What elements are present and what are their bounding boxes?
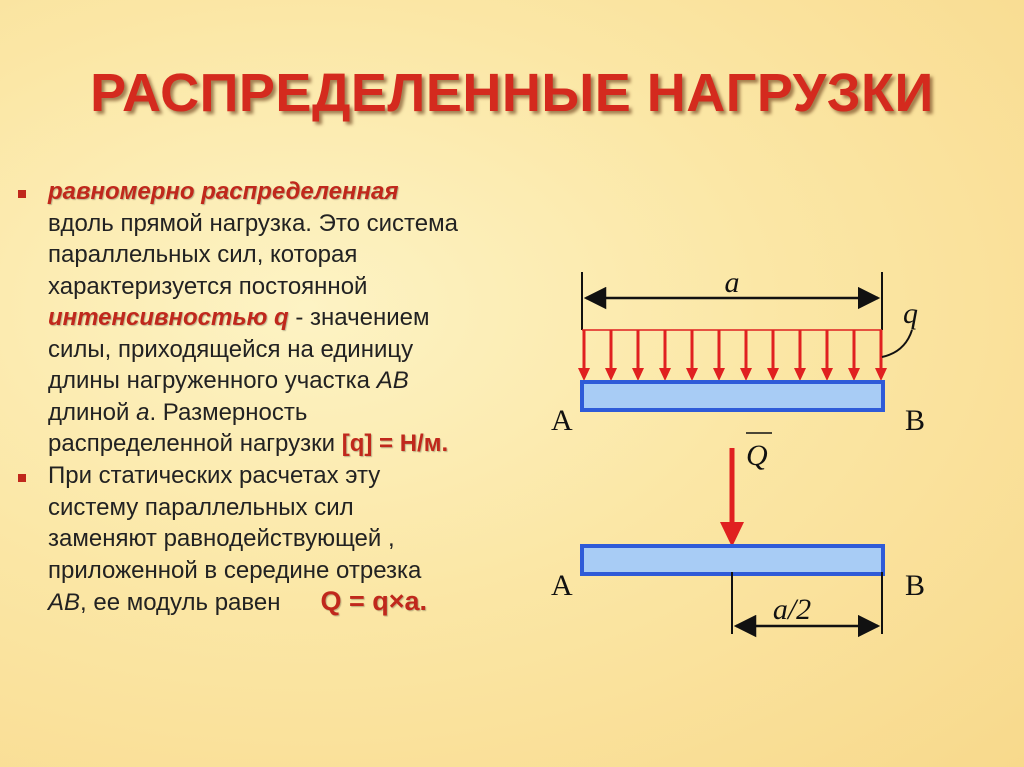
text-line: распределенной нагрузки [q] = Н/м. (48, 430, 449, 457)
text-line: длины нагруженного участка АВ (48, 367, 409, 394)
load-arrow-head (578, 368, 590, 381)
text-line: силы, приходящейся на единицу (48, 335, 414, 363)
label-B-top: B (905, 404, 926, 437)
label-B-bottom: B (905, 569, 926, 602)
load-arrow-head (767, 368, 779, 381)
text-line: интенсивностью q - значением (48, 304, 430, 331)
distributed-load-arrows (578, 330, 887, 381)
load-arrow-head (686, 368, 698, 381)
page-title: РАСПРЕДЕЛЕННЫЕ НАГРУЗКИ (90, 63, 934, 123)
text-line: АВ, ее модуль равен Q = q×a. (48, 586, 428, 616)
formula: Q = q×a. (320, 586, 428, 616)
load-arrow-head (794, 368, 806, 381)
q-leader-line (882, 330, 912, 357)
label-A-bottom: A (551, 569, 573, 602)
label-half: a/2 (772, 593, 812, 626)
load-arrow-head (659, 368, 671, 381)
load-arrow-head (632, 368, 644, 381)
load-arrow-head (713, 368, 725, 381)
beam-top (582, 382, 883, 410)
label-A-top: A (551, 404, 573, 437)
text-line: систему параллельных сил (48, 493, 354, 521)
units: [q] = Н/м. (341, 430, 449, 457)
load-arrow-head (740, 368, 752, 381)
load-arrow-head (848, 368, 860, 381)
load-arrow-head (875, 368, 887, 381)
text-line: характеризуется постоянной (48, 272, 368, 300)
label-Q: Q (746, 439, 768, 472)
beam-bottom (582, 546, 883, 574)
term-uniform: равномерно распределенная (48, 178, 399, 205)
text-line: длиной а. Размерность (48, 398, 308, 426)
term-intensity: интенсивностью q (48, 304, 289, 331)
label-q: q (903, 297, 918, 330)
resultant-arrow-head (720, 522, 744, 547)
text-line: параллельных сил, которая (48, 241, 358, 268)
label-a: a (724, 266, 740, 299)
load-arrow-head (605, 368, 617, 381)
text-line: При статических расчетах эту (48, 462, 381, 489)
text-line: приложенной в середине отрезка (48, 556, 422, 584)
load-arrow-head (821, 368, 833, 381)
text-line: вдоль прямой нагрузка. Это система (48, 209, 458, 237)
text-line: заменяют равнодействующей , (48, 525, 395, 552)
